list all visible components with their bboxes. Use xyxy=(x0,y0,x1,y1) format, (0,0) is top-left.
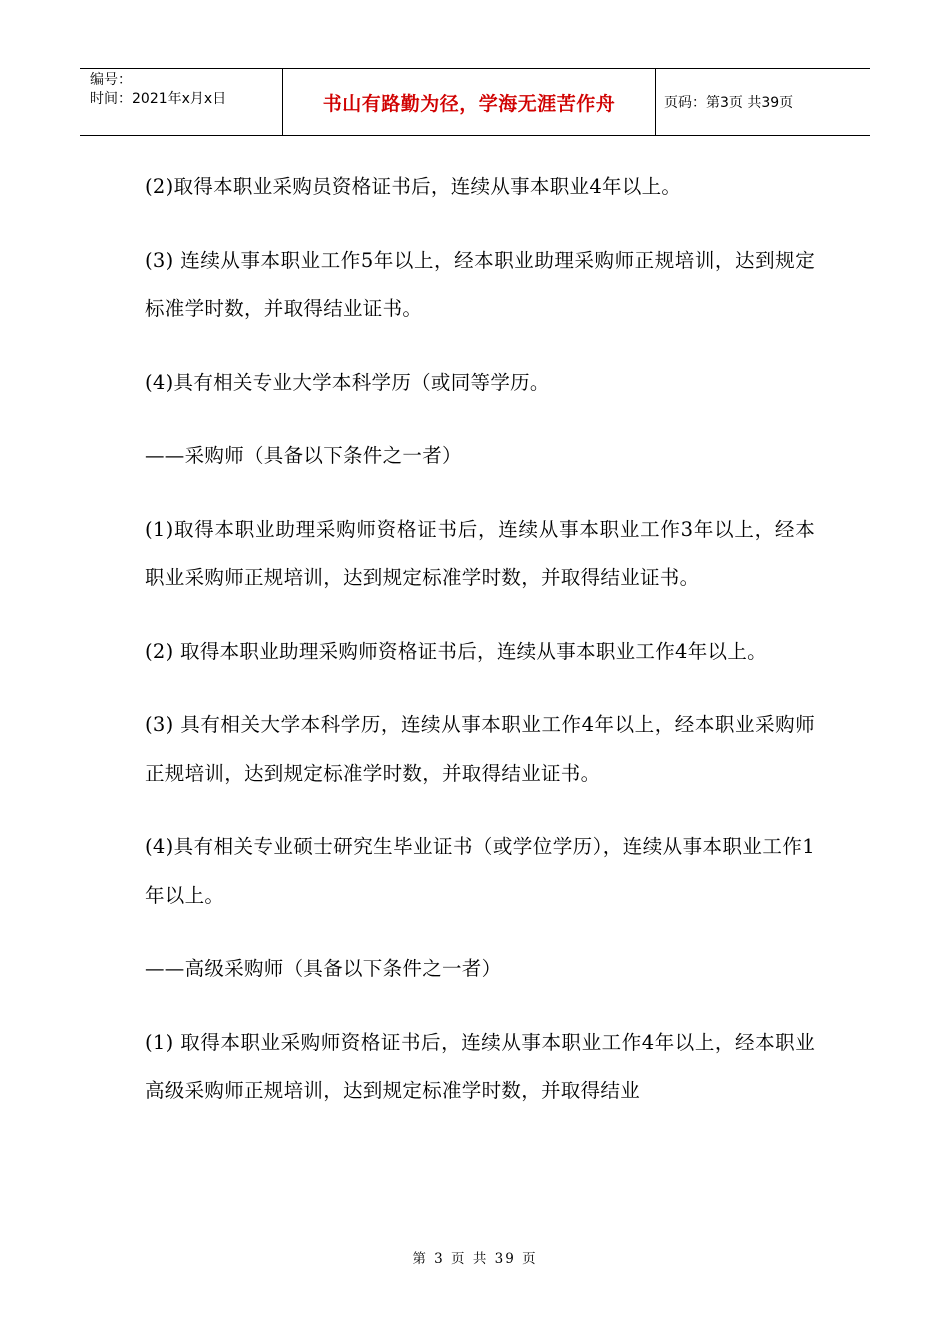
document-number-label: 编号： xyxy=(90,72,132,88)
header-page-info: 页码：第3页 共39页 xyxy=(664,95,794,111)
section-heading-purchaser: ——采购师（具备以下条件之一者） xyxy=(145,444,462,467)
page-footer: 第 3 页 共 39 页 xyxy=(412,1251,538,1267)
document-body xyxy=(145,163,815,1141)
paragraph-assistant-condition-3: (3) 连续从事本职业工作5年以上，经本职业助理采购师正规培训，达到规定标准学时数，并取得结业证书。 xyxy=(145,248,815,320)
paragraph-purchaser-condition-4: (4)具有相关专业硕士研究生毕业证书（或学位学历），连续从事本职业工作1年以上。 xyxy=(145,835,815,907)
header-motto-cell xyxy=(283,69,656,135)
paragraph-purchaser-condition-2: (2) 取得本职业助理采购师资格证书后，连续从事本职业工作4年以上。 xyxy=(145,639,767,663)
paragraph-senior-condition-1: (1) 取得本职业采购师资格证书后，连续从事本职业工作4年以上，经本职业高级采购师正规培训，达到规定标准学时数，并取得结业 xyxy=(145,1030,815,1102)
header-motto: 书山有路勤为径，学海无涯苦作舟 xyxy=(322,92,616,115)
header-meta-cell xyxy=(80,69,283,135)
document-time-label: 时间：2021年x月x日 xyxy=(90,91,227,107)
paragraph-assistant-condition-2: (2)取得本职业采购员资格证书后，连续从事本职业4年以上。 xyxy=(145,175,682,198)
page-header xyxy=(80,68,870,136)
header-page-cell xyxy=(656,69,870,135)
paragraph-assistant-condition-4: (4)具有相关专业大学本科学历（或同等学历。 xyxy=(145,370,550,394)
paragraph-purchaser-condition-3: (3) 具有相关大学本科学历，连续从事本职业工作4年以上，经本职业采购师正规培训，达到规定标准学时数，并取得结业证书。 xyxy=(145,713,815,785)
paragraph-purchaser-condition-1: (1)取得本职业助理采购师资格证书后，连续从事本职业工作3年以上，经本职业采购师正规培训，达到规定标准学时数，并取得结业证书。 xyxy=(145,517,815,589)
section-heading-senior-purchaser: ——高级采购师（具备以下条件之一者） xyxy=(145,957,502,980)
